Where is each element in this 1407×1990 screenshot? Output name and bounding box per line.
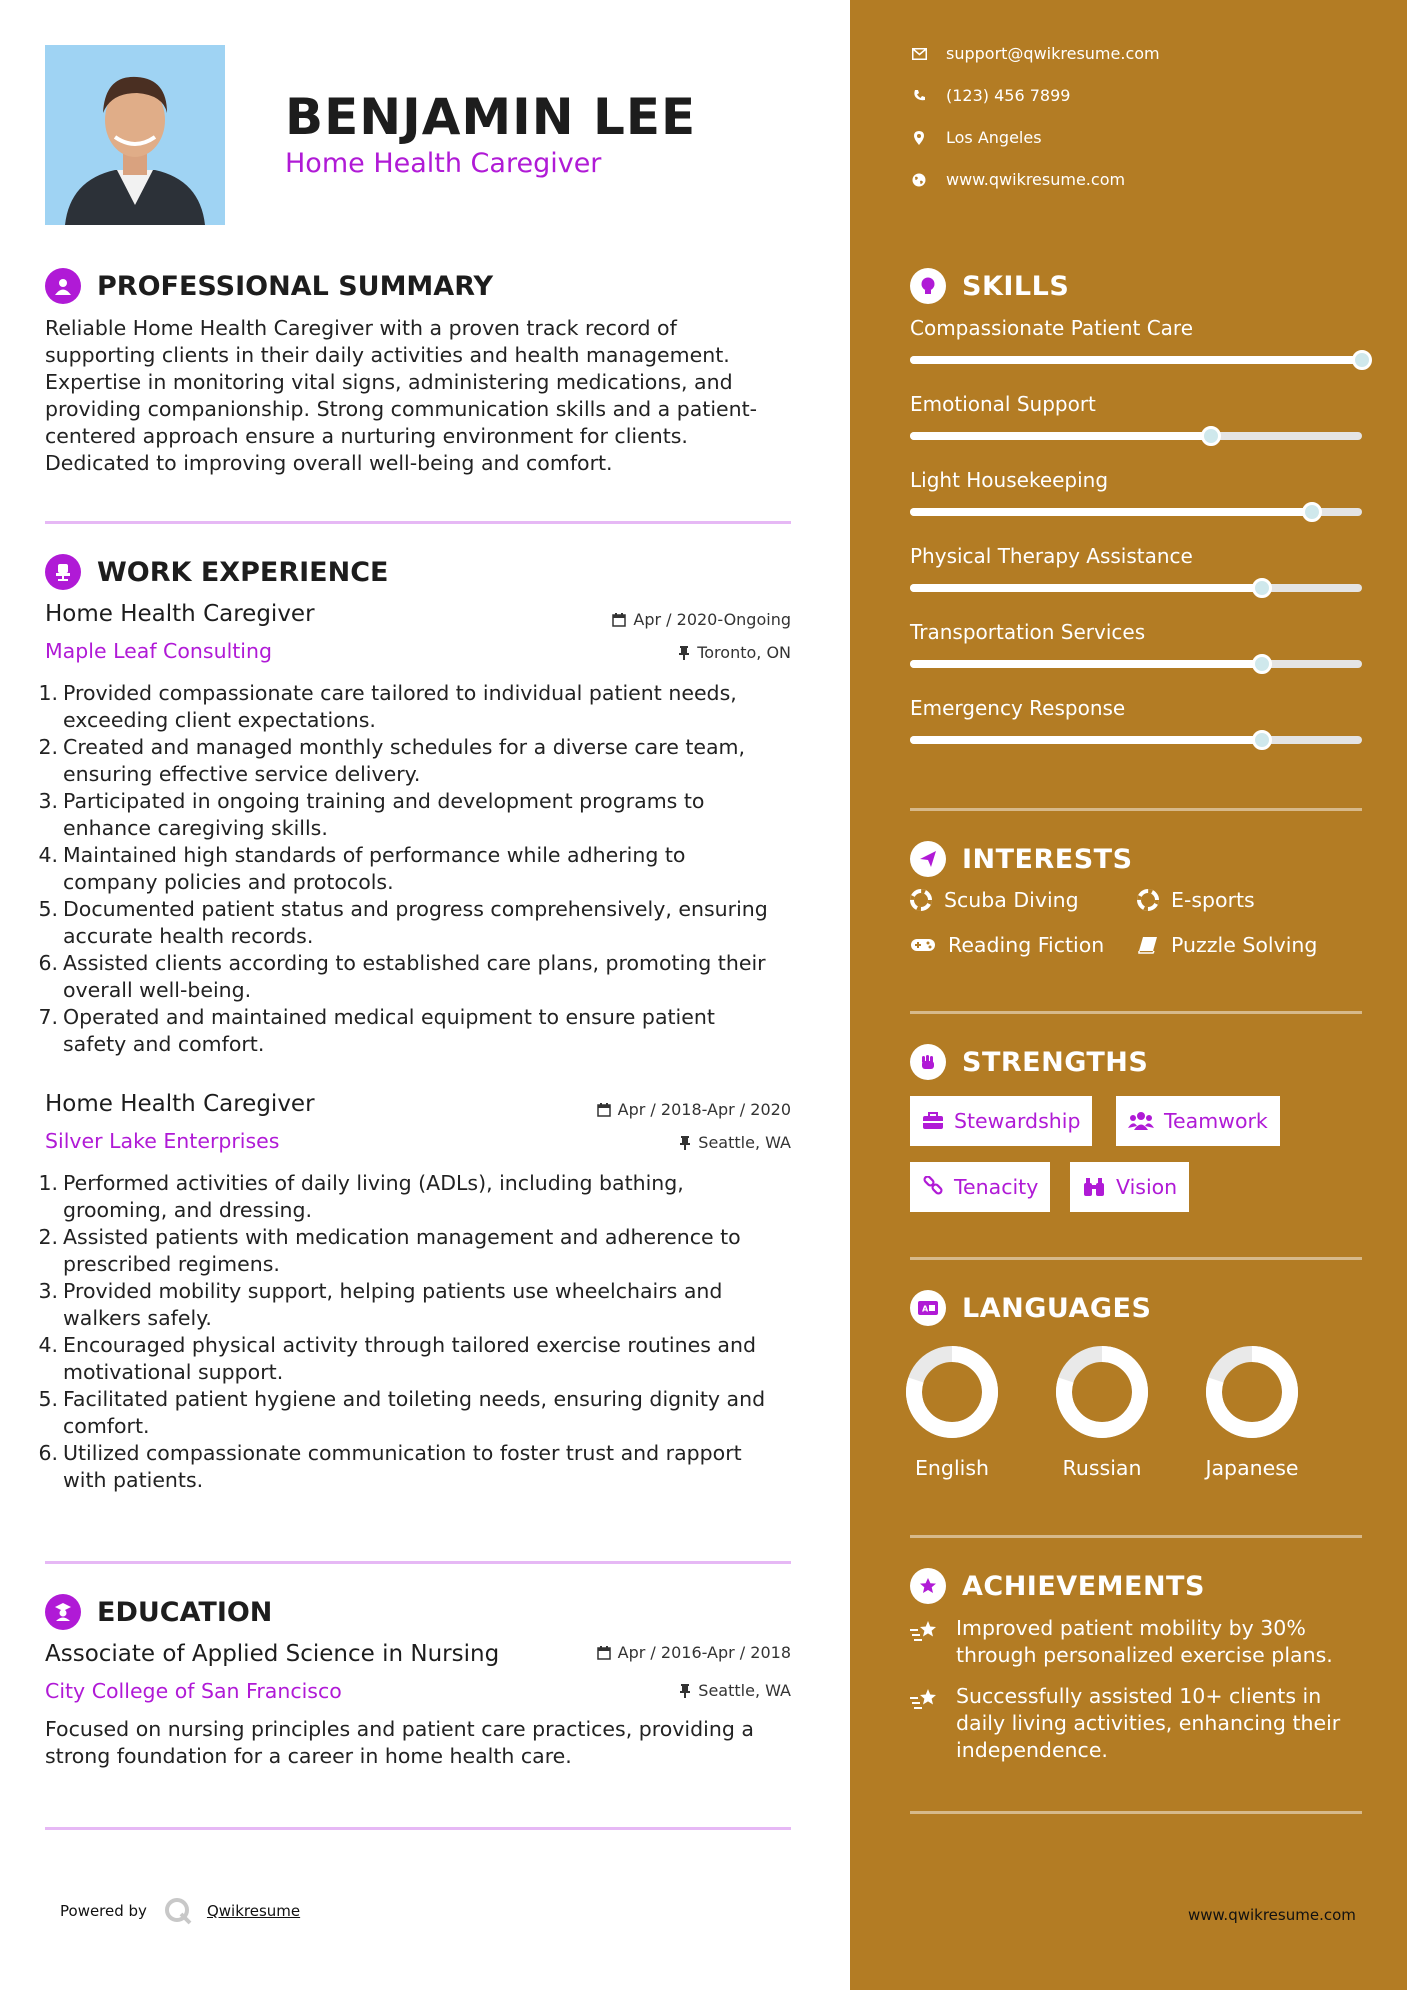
- briefcase-icon: [922, 1112, 944, 1130]
- location-text: Los Angeles: [946, 128, 1042, 147]
- job-location-text: Seattle, WA: [698, 1133, 791, 1152]
- duty-item: prescribed regimens.: [63, 1252, 280, 1276]
- skill-bar-fill: [910, 508, 1312, 516]
- language-item: [1192, 1344, 1312, 1480]
- skills-title: SKILLS: [962, 270, 1070, 302]
- section-divider: [910, 1257, 1362, 1260]
- language-label: English: [914, 1456, 990, 1480]
- strength-tag: Teamwork: [1116, 1096, 1280, 1146]
- language-label: Russian: [1062, 1456, 1142, 1480]
- powered-by-label: Powered by: [60, 1902, 147, 1920]
- duty-item: 2. Created and managed monthly schedules for a diverse care team,: [38, 735, 746, 759]
- skill-label: Light Housekeeping: [910, 468, 1109, 492]
- duty-item: exceeding client expectations.: [63, 708, 376, 732]
- strength-tag: Vision: [1070, 1162, 1189, 1212]
- duty-item: 6. Assisted clients according to established care plans, promoting their: [38, 951, 766, 975]
- lifebuoy-icon: [1137, 889, 1159, 911]
- duty-item: 2. Assisted patients with medication management and adherence to: [38, 1225, 741, 1249]
- summary-line: centered approach ensure a nurturing environment for clients.: [45, 424, 688, 448]
- paper-plane-icon: [910, 841, 946, 877]
- achievement-line: Improved patient mobility by 30%: [956, 1616, 1306, 1640]
- education-title: EDUCATION: [97, 1596, 273, 1628]
- language-item: [1042, 1344, 1162, 1480]
- duty-item: comfort.: [63, 1414, 150, 1438]
- job-date-text: Apr / 2020-Ongoing: [633, 610, 791, 629]
- interest-item: Scuba Diving: [910, 888, 1079, 912]
- experience-heading: [45, 554, 388, 590]
- languages-heading: [910, 1290, 1151, 1326]
- skill-bar: [910, 736, 1362, 744]
- achievement-line: through personalized exercise plans.: [956, 1643, 1333, 1667]
- summary-line: Reliable Home Health Caregiver with a proven track record of: [45, 316, 677, 340]
- summary-text: [45, 315, 795, 477]
- duty-item: motivational support.: [63, 1360, 284, 1384]
- duty-item: 3. Provided mobility support, helping patients use wheelchairs and: [38, 1279, 723, 1303]
- summary-line: Expertise in monitoring vital signs, administering medications, and: [45, 370, 733, 394]
- lightbulb-icon: [910, 268, 946, 304]
- strength-tag: Tenacity: [910, 1162, 1050, 1212]
- skill-bar: [910, 660, 1362, 668]
- translate-icon: [910, 1290, 946, 1326]
- job-title: Home Health Caregiver: [45, 601, 315, 627]
- qwikresume-link[interactable]: Qwikresume: [206, 1902, 301, 1920]
- candidate-name: BENJAMIN LEE: [285, 88, 697, 146]
- contact-phone[interactable]: [910, 86, 1070, 105]
- summary-line: supporting clients in their daily activities and health management.: [45, 343, 730, 367]
- achievement-line: Successfully assisted 10+ clients in: [956, 1684, 1322, 1708]
- lifebuoy-icon: [910, 889, 932, 911]
- skill-level-knob: [1352, 350, 1372, 370]
- language-label: Japanese: [1205, 1456, 1299, 1480]
- duty-item: ensuring effective service delivery.: [63, 762, 421, 786]
- skill-label: Transportation Services: [910, 620, 1146, 644]
- language-item: [892, 1344, 1012, 1480]
- education-location: [679, 1681, 791, 1700]
- section-divider: [910, 1811, 1362, 1814]
- skill-label: Physical Therapy Assistance: [910, 544, 1193, 568]
- language-ring: [1204, 1344, 1300, 1440]
- job-date-text: Apr / 2018-Apr / 2020: [617, 1100, 791, 1119]
- duty-item: 5. Documented patient status and progress comprehensively, ensuring: [38, 897, 768, 921]
- shooting-star-icon: [910, 1615, 942, 1669]
- skill-bar: [910, 432, 1362, 440]
- language-ring: [904, 1344, 1000, 1440]
- interest-item: E-sports: [1137, 888, 1255, 912]
- interest-item: Puzzle Solving: [1137, 933, 1317, 957]
- pin-icon: [679, 1684, 691, 1698]
- skill-bar-fill: [910, 584, 1262, 592]
- achievements-title: ACHIEVEMENTS: [962, 1570, 1205, 1602]
- job-location: [678, 643, 791, 662]
- qwikresume-logo-icon: [163, 1896, 193, 1926]
- interests-title: INTERESTS: [962, 843, 1133, 875]
- calendar-icon: [597, 1103, 611, 1117]
- education-line: strong foundation for a career in home health care.: [45, 1744, 572, 1768]
- section-divider: [45, 521, 791, 524]
- footer-powered-by: [60, 1896, 300, 1926]
- skill-bar: [910, 508, 1362, 516]
- strengths-title: STRENGTHS: [962, 1046, 1149, 1078]
- job-company: Maple Leaf Consulting: [45, 639, 273, 663]
- section-divider: [910, 1535, 1362, 1538]
- shooting-star-icon: [910, 1683, 942, 1764]
- skill-level-knob: [1252, 654, 1272, 674]
- candidate-title: Home Health Caregiver: [285, 148, 602, 179]
- interests-heading: [910, 841, 1133, 877]
- phone-icon: [910, 89, 928, 102]
- graduate-icon: [45, 1594, 81, 1630]
- job-company: Silver Lake Enterprises: [45, 1129, 280, 1153]
- fist-icon: [910, 1044, 946, 1080]
- language-ring: [1054, 1344, 1150, 1440]
- duty-item: 4. Encouraged physical activity through tailored exercise routines and: [38, 1333, 756, 1357]
- duty-item: safety and comfort.: [63, 1032, 265, 1056]
- job-duties: [33, 680, 803, 1058]
- sidebar: [850, 0, 1407, 1990]
- users-icon: [1128, 1111, 1154, 1131]
- envelope-icon: [910, 48, 928, 60]
- duty-item: accurate health records.: [63, 924, 314, 948]
- duty-item: 3. Participated in ongoing training and development programs to: [38, 789, 705, 813]
- achievement-line: independence.: [956, 1738, 1108, 1762]
- summary-line: Dedicated to improving overall well-being and comfort.: [45, 451, 613, 475]
- strength-tag: Stewardship: [910, 1096, 1092, 1146]
- duty-item: 1. Performed activities of daily living (ADLs), including bathing,: [38, 1171, 684, 1195]
- footer-website[interactable]: www.qwikresume.com: [1188, 1906, 1356, 1924]
- achievements-heading: [910, 1568, 1205, 1604]
- skill-label: Emotional Support: [910, 392, 1096, 416]
- skill-bar: [910, 356, 1362, 364]
- skill-label: Emergency Response: [910, 696, 1126, 720]
- achievement-item: [910, 1615, 1370, 1669]
- education-heading: [45, 1594, 272, 1630]
- education-location-text: Seattle, WA: [698, 1681, 791, 1700]
- contact-location: [910, 128, 1042, 147]
- skill-bar-fill: [910, 356, 1362, 364]
- profile-photo: [45, 45, 225, 225]
- duty-item: grooming, and dressing.: [63, 1198, 313, 1222]
- skill-bar-fill: [910, 736, 1262, 744]
- education-date-text: Apr / 2016-Apr / 2018: [617, 1643, 791, 1662]
- duty-item: 6. Utilized compassionate communication to foster trust and rapport: [38, 1441, 742, 1465]
- calendar-icon: [612, 613, 626, 627]
- job-date: [597, 1100, 791, 1119]
- skill-bar: [910, 584, 1362, 592]
- globe-icon: [910, 173, 928, 187]
- strengths-heading: [910, 1044, 1148, 1080]
- job-duties: [33, 1170, 803, 1494]
- user-icon: [45, 268, 81, 304]
- star-badge-icon: [910, 1568, 946, 1604]
- duty-item: 7. Operated and maintained medical equipment to ensure patient: [38, 1005, 715, 1029]
- contact-email[interactable]: [910, 44, 1160, 63]
- duty-item: with patients.: [63, 1468, 204, 1492]
- skill-level-knob: [1201, 426, 1221, 446]
- pin-icon: [678, 646, 690, 660]
- section-divider: [45, 1827, 791, 1830]
- skills-heading: [910, 268, 1069, 304]
- education-line: Focused on nursing principles and patient care practices, providing a: [45, 1717, 754, 1741]
- job-location-text: Toronto, ON: [697, 643, 791, 662]
- duty-item: walkers safely.: [63, 1306, 212, 1330]
- email-text: support@qwikresume.com: [946, 44, 1160, 63]
- link-icon: [922, 1176, 944, 1198]
- duty-item: overall well-being.: [63, 978, 252, 1002]
- duty-item: company policies and protocols.: [63, 870, 394, 894]
- section-divider: [910, 808, 1362, 811]
- education-date: [597, 1643, 791, 1662]
- achievement-item: [910, 1683, 1370, 1764]
- pin-icon: [679, 1136, 691, 1150]
- map-marker-icon: [910, 131, 928, 145]
- section-divider: [910, 1011, 1362, 1014]
- achievement-line: daily living activities, enhancing their: [956, 1711, 1341, 1735]
- summary-line: providing companionship. Strong communication skills and a patient-: [45, 397, 758, 421]
- phone-text: (123) 456 7899: [946, 86, 1071, 105]
- skill-level-knob: [1252, 730, 1272, 750]
- duty-item: 4. Maintained high standards of performance while adhering to: [38, 843, 686, 867]
- experience-title: WORK EXPERIENCE: [97, 556, 389, 588]
- job-location: [679, 1133, 791, 1152]
- summary-heading: [45, 268, 493, 304]
- skill-bar-fill: [910, 432, 1211, 440]
- calendar-icon: [597, 1646, 611, 1660]
- contact-website[interactable]: [910, 170, 1125, 189]
- duty-item: 5. Facilitated patient hygiene and toileting needs, ensuring dignity and: [38, 1387, 766, 1411]
- book-icon: [1137, 935, 1159, 955]
- duty-item: enhance caregiving skills.: [63, 816, 328, 840]
- section-divider: [45, 1561, 791, 1564]
- interest-item: Reading Fiction: [910, 933, 1104, 957]
- skill-bar-fill: [910, 660, 1262, 668]
- chair-icon: [45, 554, 81, 590]
- skill-label: Compassionate Patient Care: [910, 316, 1194, 340]
- skill-level-knob: [1302, 502, 1322, 522]
- degree-title: Associate of Applied Science in Nursing: [45, 1641, 500, 1667]
- school-name: City College of San Francisco: [45, 1679, 342, 1703]
- gamepad-icon: [910, 937, 936, 953]
- skill-level-knob: [1252, 578, 1272, 598]
- duty-item: 1. Provided compassionate care tailored to individual patient needs,: [38, 681, 737, 705]
- website-text: www.qwikresume.com: [946, 170, 1126, 189]
- job-date: [612, 610, 791, 629]
- binoculars-icon: [1082, 1177, 1106, 1197]
- summary-title: PROFESSIONAL SUMMARY: [97, 270, 494, 302]
- education-description: [45, 1716, 795, 1770]
- svg-text:A: A: [922, 1304, 929, 1314]
- languages-title: LANGUAGES: [962, 1292, 1152, 1324]
- job-title: Home Health Caregiver: [45, 1091, 315, 1117]
